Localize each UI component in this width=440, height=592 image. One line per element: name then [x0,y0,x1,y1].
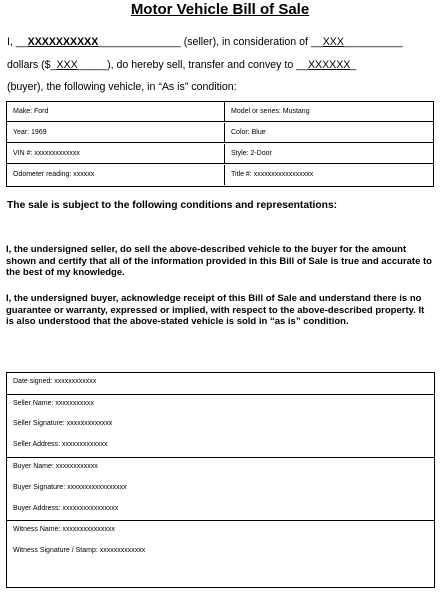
section-divider [7,394,434,395]
seller-name-trail: ______________ [98,36,181,48]
intro-consideration-text: (seller), in consideration of __ [180,36,323,48]
dollars-prefix: dollars ($_ [7,59,57,71]
amount-words-fill: XXX [322,36,344,48]
witness-name-field: Witness Name: xxxxxxxxxxxxxxx [13,526,115,533]
seller-signature-field: Seller Signature: xxxxxxxxxxxxx [13,420,113,427]
vehicle-row [7,123,433,143]
section-divider [7,520,434,521]
vehicle-model: Model or series: Mustang [231,108,310,115]
amount-words-trail: __________ [343,36,403,48]
buyer-statement: I, the undersigned buyer, acknowledge receipt of this Bill of Sale and understand there is no guarantee or warranty, expressed or implied, with respect to the above-described property. It is also understood that the above-stated vehicle is sold in “as is” condition. [6,293,425,327]
vehicle-make: Make: Ford [7,102,225,121]
buyer-name-fill: XXXXXX [307,59,351,71]
seller-statement: I, the undersigned seller, do sell the above-described vehicle to the buyer for the amount shown and certify that all of the information provided in this Bill of Sale is true and accurate to the best of my knowledge. [6,244,432,278]
signature-table [6,372,435,588]
vehicle-row [7,144,433,164]
vehicle-row [7,165,433,185]
vehicle-row [7,102,433,122]
amount-fill: XXX [56,59,78,71]
conditions-heading: The sale is subject to the following conditions and representations: [7,200,338,211]
section-divider [7,457,434,458]
vehicle-details-table [6,101,434,187]
buyer-name-field: Buyer Name: xxxxxxxxxxxx [13,463,98,470]
vehicle-style: Style: 2-Door [231,150,272,157]
vehicle-odometer: Odometer reading: xxxxxx [7,165,225,185]
buyer-address-field: Buyer Address: xxxxxxxxxxxxxxxx [13,505,119,512]
buyer-signature-field: Buyer Signature: xxxxxxxxxxxxxxxxx [13,484,127,491]
vehicle-title-number: Title #: xxxxxxxxxxxxxxxxx [231,171,314,178]
convey-text: _____), do hereby sell, transfer and convey to __ [77,59,308,71]
intro-line-2 [7,59,356,71]
intro-line-1 [7,36,403,48]
vehicle-vin: VIN #: xxxxxxxxxxxxx [7,144,225,163]
intro-line-3: (buyer), the following vehicle, in “As is” condition: [7,81,237,93]
document-title: Motor Vehicle Bill of Sale [130,1,310,18]
seller-address-field: Seller Address: xxxxxxxxxxxxx [13,441,108,448]
buyer-name-trail: _ [350,59,357,71]
date-signed-field: Date signed: xxxxxxxxxxxx [13,378,97,385]
seller-name-field: Seller Name: xxxxxxxxxxx [13,400,94,407]
intro-prefix: I, __ [7,36,28,48]
witness-signature-field: Witness Signature / Stamp: xxxxxxxxxxxxx [13,547,146,554]
seller-name-fill: XXXXXXXXXX [27,36,99,48]
vehicle-year: Year: 1969 [7,123,225,142]
vehicle-color: Color: Blue [231,129,266,136]
